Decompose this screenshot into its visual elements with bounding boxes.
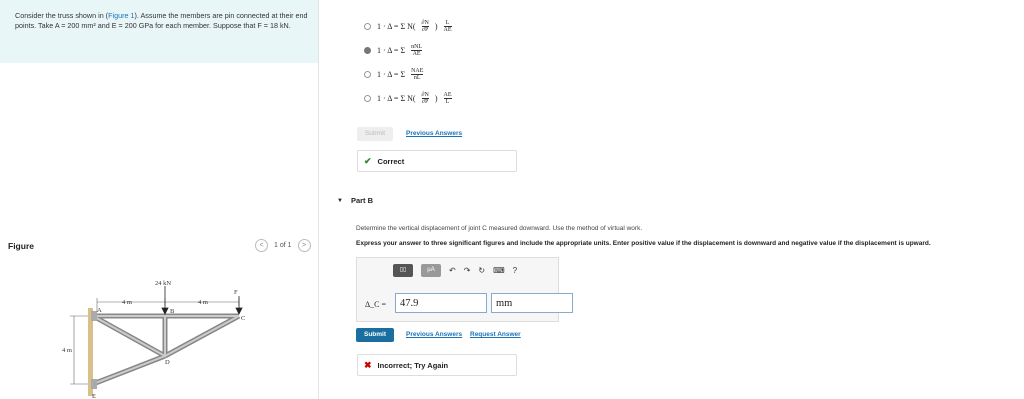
- figure-title: Figure: [8, 241, 34, 251]
- right-panel: [319, 0, 1024, 399]
- option-4-radio[interactable]: [364, 95, 371, 102]
- check-icon: ✔: [364, 155, 372, 166]
- option-3-num: NAE: [411, 68, 424, 74]
- part-b-instructions: Express your answer to three significant figures and include the appropriate units. Enter positive value if the displacement is downward and negative value if the displacement is upward.: [356, 240, 931, 247]
- option-1-den: ∂P: [422, 27, 429, 33]
- request-answer-link[interactable]: Request Answer: [470, 331, 521, 338]
- part-a-submit-button[interactable]: Submit: [357, 127, 393, 141]
- value-input[interactable]: 47.9: [395, 293, 487, 313]
- figure-pager: [255, 239, 311, 252]
- option-3-radio[interactable]: [364, 71, 371, 78]
- part-b-feedback: [357, 354, 517, 376]
- problem-text: [0, 0, 318, 30]
- undo-icon[interactable]: ↶: [449, 266, 456, 275]
- redo-icon[interactable]: ↷: [463, 266, 471, 275]
- option-1[interactable]: [364, 20, 452, 33]
- load-label: 24 kN: [155, 280, 172, 287]
- part-b-submit-button[interactable]: Submit: [356, 328, 394, 342]
- option-2-fraction: [411, 44, 422, 57]
- keyboard-icon[interactable]: ⌨: [493, 266, 505, 275]
- option-4-num: ∂N: [421, 92, 429, 98]
- part-b-question: Determine the vertical displacement of joint C measured downward. Use the method of virtual work.: [356, 225, 643, 232]
- option-4-den: ∂P: [422, 99, 429, 105]
- problem-statement: [0, 0, 318, 63]
- option-3[interactable]: [364, 68, 423, 81]
- part-b-title: Part B: [350, 196, 374, 205]
- option-4-fraction: [422, 92, 429, 105]
- part-b-header[interactable]: [337, 196, 373, 205]
- option-4-suffix: ): [434, 94, 438, 103]
- option-4-tail-den: L: [445, 99, 450, 105]
- next-figure-button[interactable]: >: [298, 239, 311, 252]
- option-1-suffix: ): [434, 22, 438, 31]
- span-left-label: 4 m: [122, 299, 132, 306]
- problem-text-end: ). Assume the members are pin connected at their end points. Take A = 200 mm² and E = 200 GPa for each member. Suppose that F = 18 kN.: [15, 11, 308, 30]
- option-1-tail: [444, 20, 452, 33]
- option-1-fraction: [422, 20, 429, 33]
- editor-toolbar: [393, 264, 517, 277]
- option-2-den: AE: [412, 51, 421, 57]
- help-icon[interactable]: ?: [512, 266, 518, 275]
- option-2-radio[interactable]: [364, 47, 371, 54]
- node-c-label: C: [241, 315, 246, 322]
- part-b-feedback-text: Incorrect; Try Again: [377, 360, 449, 370]
- option-4-tail-num: AE: [443, 92, 452, 98]
- collapse-toggle-icon[interactable]: ▼: [337, 197, 343, 204]
- option-4-tail: [444, 92, 452, 105]
- height-label: 4 m: [62, 347, 72, 354]
- option-1-tail-num: L: [444, 20, 452, 27]
- answer-editor: [356, 257, 559, 322]
- option-2-num: nNL: [411, 44, 423, 50]
- option-3-prefix: 1 · Δ = Σ: [377, 70, 406, 79]
- problem-text-start: Consider the truss shown in (: [15, 11, 109, 20]
- left-panel: [0, 0, 319, 399]
- node-d-label: D: [165, 359, 170, 366]
- reset-icon[interactable]: ↻: [478, 266, 486, 275]
- option-4-prefix: 1 · Δ = Σ N(: [377, 94, 416, 103]
- option-3-den: nL: [413, 75, 421, 81]
- force-label: F: [234, 289, 238, 296]
- option-1-num: ∂N: [421, 20, 429, 26]
- span-right-label: 4 m: [198, 299, 208, 306]
- node-e-label: E: [92, 393, 96, 398]
- prev-figure-button[interactable]: <: [255, 239, 268, 252]
- option-1-tail-den: AE: [443, 27, 452, 33]
- option-2[interactable]: [364, 44, 422, 57]
- part-a-feedback: [357, 150, 517, 172]
- option-2-prefix: 1 · Δ = Σ: [377, 46, 406, 55]
- pager-label: 1 of 1: [274, 242, 292, 249]
- node-b-label: B: [170, 308, 175, 315]
- node-a-label: A: [97, 307, 102, 314]
- templates-button[interactable]: ▯▯: [393, 264, 413, 277]
- option-1-prefix: 1 · Δ = Σ N(: [377, 22, 416, 31]
- error-icon: ✖: [364, 359, 372, 370]
- figure-link[interactable]: Figure 1: [108, 11, 135, 20]
- part-a-feedback-text: Correct: [377, 156, 405, 166]
- option-1-radio[interactable]: [364, 23, 371, 30]
- part-a-previous-answers-link[interactable]: Previous Answers: [406, 130, 463, 137]
- option-4[interactable]: [364, 92, 452, 105]
- unit-input[interactable]: mm: [491, 293, 573, 313]
- option-3-fraction: [411, 68, 423, 81]
- answer-label: Δ_C =: [365, 300, 386, 309]
- units-button[interactable]: μA: [421, 264, 441, 277]
- part-b-previous-answers-link[interactable]: Previous Answers: [406, 331, 463, 338]
- truss-figure: [60, 272, 260, 398]
